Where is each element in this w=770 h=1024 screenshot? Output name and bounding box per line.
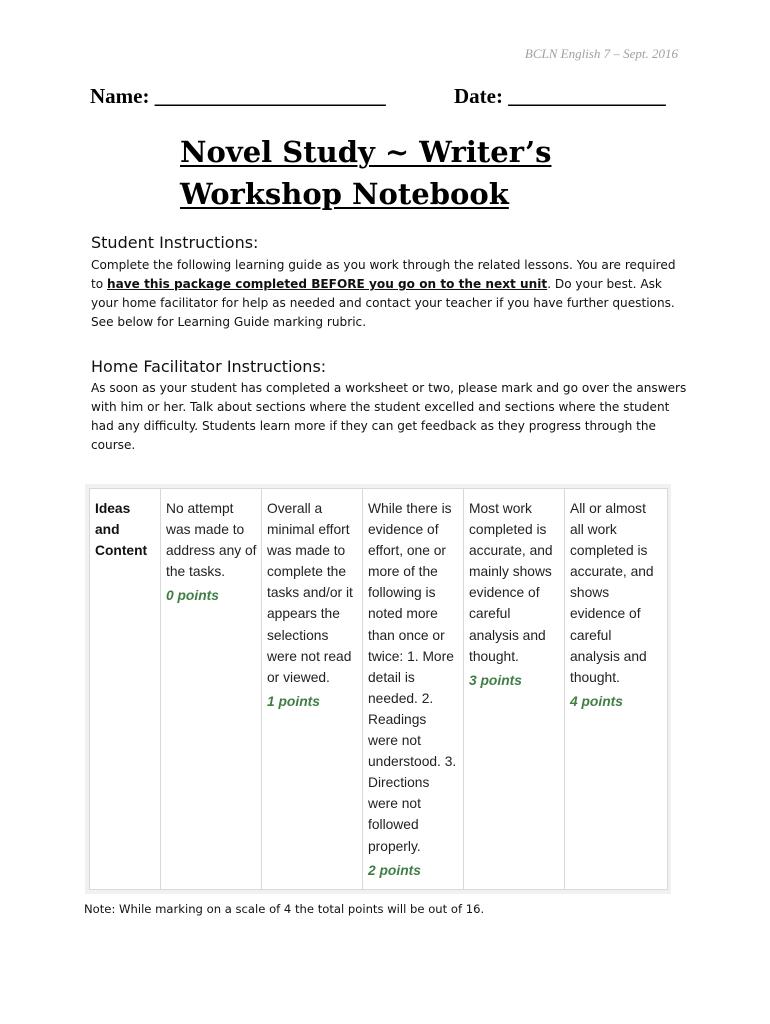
rubric-level-1 — [262, 489, 363, 890]
rubric-footnote: Note: While marking on a scale of 4 the total points will be out of 16. — [84, 902, 485, 916]
date-line: Date: _______________ — [454, 84, 666, 108]
title-line-2: Workshop Notebook — [180, 177, 509, 211]
rubric-row — [90, 489, 668, 890]
rubric-level-2 — [363, 489, 464, 890]
facilitator-instructions-text: As soon as your student has completed a worksheet or two, please mark and go over the answers with him or her. Talk about sections where the student excelled and sections where the student had any difficulty. Students learn more if they can get feedback as they progress through the course. — [91, 381, 687, 452]
rubric-description: All or almost all work completed is accurate, and shows evidence of careful analysis and thought. — [570, 501, 654, 685]
rubric-table — [89, 488, 668, 890]
course-header-note: BCLN English 7 – Sept. 2016 — [524, 46, 678, 61]
rubric-level-3 — [464, 489, 565, 890]
marking-rubric — [85, 484, 671, 894]
title-line-1: Novel Study ~ Writer’s — [180, 135, 552, 169]
student-instructions-heading: Student Instructions: — [91, 233, 259, 252]
rubric-points: 1 points — [267, 693, 320, 709]
rubric-category-cell: Ideas and Content — [90, 489, 161, 890]
page-title — [180, 131, 660, 215]
rubric-points: 3 points — [469, 672, 522, 688]
student-text-after: . Do your best. Ask your home facilitator for help as needed and contact your teacher if you have further questions. See below for Learning Guide marking rubric. — [91, 277, 675, 329]
student-text-before: Complete the following learning guide as you work through the related lessons. You are required to — [91, 258, 676, 291]
rubric-points: 4 points — [570, 693, 623, 709]
deadline-emphasis: have this package completed BEFORE you go on to the next unit — [107, 277, 548, 291]
rubric-description: Overall a minimal effort was made to complete the tasks and/or it appears the selections were not read or viewed. — [267, 501, 353, 685]
rubric-points: 2 points — [368, 862, 421, 878]
facilitator-instructions-heading: Home Facilitator Instructions: — [91, 357, 327, 376]
rubric-description: No attempt was made to address any of the tasks. — [166, 501, 257, 580]
student-instructions-text — [91, 256, 691, 332]
rubric-points: 0 points — [166, 588, 219, 604]
rubric-description: While there is evidence of effort, one or more of the following is noted more than once or twice: 1. More detail is needed. 2. Readings were not understood. 3. Directions were not followed properly. — [368, 501, 457, 854]
name-line: Name: ______________________ — [90, 84, 386, 108]
rubric-level-4 — [565, 489, 668, 890]
rubric-description: Most work completed is accurate, and mainly shows evidence of careful analysis and thought. — [469, 501, 553, 664]
rubric-level-0 — [161, 489, 262, 890]
